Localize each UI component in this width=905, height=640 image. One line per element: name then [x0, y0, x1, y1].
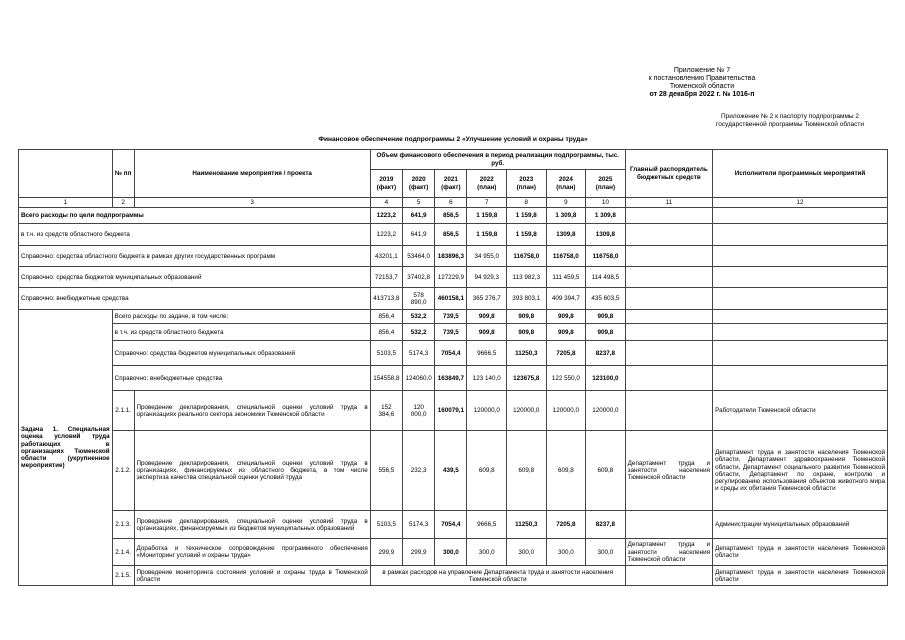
col-number: 11	[625, 198, 712, 208]
value-cell: 909,8	[546, 310, 586, 324]
summary-row	[19, 288, 888, 310]
summary-row	[19, 224, 888, 246]
executor-cell	[713, 366, 888, 391]
value-cell: 152 384,6	[370, 391, 402, 431]
col-2024-header: 2024 (план)	[546, 170, 586, 198]
item-label: Проведение декларирования, специальной оценки условий труда в организациях реального сектора экономики Тюменской области	[134, 391, 370, 431]
value-cell: 1 159,8	[467, 208, 507, 224]
value-cell: 124060,0	[402, 366, 434, 391]
header-row-1	[19, 150, 888, 170]
value-cell: 909,8	[586, 310, 626, 324]
value-cell: 739,5	[435, 310, 467, 324]
value-cell: 72153,7	[370, 267, 402, 288]
value-cell: 909,8	[467, 310, 507, 324]
manager-cell	[625, 391, 712, 431]
executor-cell: Департамент труда и занятости населения Тюменской области	[713, 539, 888, 566]
col-number: 5	[402, 198, 434, 208]
value-cell: 909,8	[507, 324, 547, 341]
header-line-4: от 28 декабря 2022 г. № 1016-п	[649, 91, 755, 98]
task-subtotal-row	[19, 341, 888, 366]
value-cell: 163849,7	[435, 366, 467, 391]
subtotal-label: Справочно: внебюджетные средства	[112, 366, 370, 391]
value-cell: 909,8	[586, 324, 626, 341]
value-cell: 409 394,7	[546, 288, 586, 310]
col-2025-header: 2025 (план)	[586, 170, 626, 198]
value-cell: 116758,0	[586, 246, 626, 267]
value-cell: 8237,8	[586, 511, 626, 539]
col-name-header: Наименование мероприятия / проекта	[134, 150, 370, 198]
note-line-1: Приложение № 2 к паспорту подпрограммы 2	[720, 113, 860, 120]
value-cell: 856,5	[435, 208, 467, 224]
summary-label: в т.ч. из средств областного бюджета	[19, 224, 371, 246]
value-cell: 120000,0	[467, 391, 507, 431]
value-cell: 120 000,0	[402, 391, 434, 431]
value-cell: 856,4	[370, 310, 402, 324]
merged-note: в рамках расходов на управление Департамента труда и занятости населения Тюменской области	[370, 566, 625, 586]
value-cell: 160079,1	[435, 391, 467, 431]
task-label: Задача 1. Специальная оценка условий труда работающих в организациях Тюменской области (укрупненное мероприятие)	[19, 310, 113, 586]
item-row	[19, 431, 888, 511]
executor-cell	[713, 324, 888, 341]
value-cell: 116758,0	[507, 246, 547, 267]
value-cell: 856,5	[435, 224, 467, 246]
value-cell: 123100,0	[586, 366, 626, 391]
manager-cell	[625, 511, 712, 539]
summary-label: Справочно: средства бюджетов муниципальных образований	[19, 267, 371, 288]
value-cell: 9666,5	[467, 511, 507, 539]
manager-cell	[625, 246, 712, 267]
value-cell: 7054,4	[435, 511, 467, 539]
value-cell: 1309,8	[546, 224, 586, 246]
value-cell: 609,8	[546, 431, 586, 511]
item-row	[19, 566, 888, 586]
value-cell: 609,8	[586, 431, 626, 511]
item-number: 2.1.1.	[112, 391, 134, 431]
col-2023-header: 2023 (план)	[507, 170, 547, 198]
column-number-row	[19, 198, 888, 208]
subtotal-label: Всего расходы по задаче, в том числе:	[112, 310, 370, 324]
value-cell: 5103,5	[370, 511, 402, 539]
value-cell: 1 309,8	[546, 208, 586, 224]
summary-row	[19, 246, 888, 267]
value-cell: 94 929,3	[467, 267, 507, 288]
value-cell: 7205,8	[546, 511, 586, 539]
value-cell: 127229,9	[435, 267, 467, 288]
value-cell: 1309,8	[586, 224, 626, 246]
value-cell: 909,8	[467, 324, 507, 341]
item-label: Проведение декларирования, специальной оценки условий труда в организациях, финансируемых из областного бюджета, в том числе экспертиза качества специальной оценки условий труда	[134, 431, 370, 511]
value-cell: 34 955,0	[467, 246, 507, 267]
value-cell: 7205,8	[546, 341, 586, 366]
value-cell: 5174,3	[402, 341, 434, 366]
manager-cell	[625, 224, 712, 246]
value-cell: 116758,0	[546, 246, 586, 267]
executor-cell	[713, 288, 888, 310]
col-number: 2	[112, 198, 134, 208]
value-cell: 5103,5	[370, 341, 402, 366]
value-cell: 641,9	[402, 208, 434, 224]
value-cell: 11250,3	[507, 511, 547, 539]
manager-cell	[625, 366, 712, 391]
header-blank	[19, 150, 113, 198]
value-cell: 532,2	[402, 310, 434, 324]
col-volume-header: Объем финансового обеспечения в период реализации подпрограммы, тыс. руб.	[370, 150, 625, 170]
value-cell: 300,0	[467, 539, 507, 566]
subtotal-label: в т.ч. из средств областного бюджета	[112, 324, 370, 341]
col-number: 4	[370, 198, 402, 208]
value-cell: 532,2	[402, 324, 434, 341]
executor-cell: Администрации муниципальных образований	[713, 511, 888, 539]
value-cell: 120000,0	[507, 391, 547, 431]
note-line-2: государственной программы Тюменской области	[715, 120, 865, 128]
summary-label: Всего расходы по цели подпрограммы	[19, 208, 371, 224]
manager-cell	[625, 288, 712, 310]
executor-cell	[713, 224, 888, 246]
value-cell: 11250,3	[507, 341, 547, 366]
value-cell: 8237,8	[586, 341, 626, 366]
executor-cell	[713, 310, 888, 324]
table-title: Финансовое обеспечение подпрограммы 2 «Улучшение условий и охраны труда»	[318, 136, 588, 143]
value-cell: 9666,5	[467, 341, 507, 366]
task-subtotal-row	[19, 366, 888, 391]
value-cell: 300,0	[546, 539, 586, 566]
manager-cell: Департамент труда и занятости населения Тюменской области	[625, 539, 712, 566]
manager-cell	[625, 310, 712, 324]
item-label: Проведение декларирования, специальной оценки условий труда в организациях, финансируемых из бюджетов муниципальных образований	[134, 511, 370, 539]
item-label: Проведение мониторинга состояния условий и охраны труда в Тюменской области	[134, 566, 370, 586]
manager-cell	[625, 324, 712, 341]
col-num-header: № пп	[112, 150, 134, 198]
value-cell: 43201,1	[370, 246, 402, 267]
value-cell: 5174,3	[402, 511, 434, 539]
value-cell: 120000,0	[546, 391, 586, 431]
task-subtotal-row	[19, 310, 888, 324]
col-number: 1	[19, 198, 113, 208]
value-cell: 909,8	[507, 310, 547, 324]
summary-row	[19, 267, 888, 288]
value-cell: 299,9	[402, 539, 434, 566]
col-number: 3	[134, 198, 370, 208]
value-cell: 609,8	[507, 431, 547, 511]
item-row	[19, 511, 888, 539]
header-line-3: Тюменской области	[669, 83, 735, 90]
executor-cell	[713, 267, 888, 288]
value-cell: 435 603,5	[586, 288, 626, 310]
value-cell: 37402,8	[402, 267, 434, 288]
value-cell: 1 309,8	[586, 208, 626, 224]
subtotal-label: Справочно: средства бюджетов муниципальных образований	[112, 341, 370, 366]
col-number: 8	[507, 198, 547, 208]
col-number: 6	[435, 198, 467, 208]
item-number: 2.1.3.	[112, 511, 134, 539]
executor-cell: Департамент труда и занятости населения Тюменской области	[713, 566, 888, 586]
value-cell: 739,5	[435, 324, 467, 341]
col-2020-header: 2020 (факт)	[402, 170, 434, 198]
value-cell: 909,8	[546, 324, 586, 341]
header-line-2: к постановлению Правительства	[648, 75, 756, 82]
value-cell: 299,9	[370, 539, 402, 566]
value-cell: 122 550,0	[546, 366, 586, 391]
manager-cell	[625, 208, 712, 224]
value-cell: 609,8	[467, 431, 507, 511]
manager-cell: Департамент труда и занятости населения Тюменской области	[625, 431, 712, 511]
task-subtotal-row	[19, 324, 888, 341]
value-cell: 154558,8	[370, 366, 402, 391]
value-cell: 120000,0	[586, 391, 626, 431]
value-cell: 113 982,3	[507, 267, 547, 288]
item-number: 2.1.2.	[112, 431, 134, 511]
executor-cell	[713, 246, 888, 267]
value-cell: 460158,1	[435, 288, 467, 310]
col-2019-header: 2019 (факт)	[370, 170, 402, 198]
document-header	[602, 67, 802, 99]
value-cell: 393 803,1	[507, 288, 547, 310]
col-number: 9	[546, 198, 586, 208]
value-cell: 365 276,7	[467, 288, 507, 310]
item-row	[19, 391, 888, 431]
manager-cell	[625, 341, 712, 366]
col-executors-header: Исполнители программных мероприятий	[713, 150, 888, 198]
value-cell: 556,5	[370, 431, 402, 511]
value-cell: 7054,4	[435, 341, 467, 366]
value-cell: 232,3	[402, 431, 434, 511]
header-line-1: Приложение № 7	[673, 67, 731, 74]
summary-label: Справочно: средства областного бюджета в рамках других государственных программ	[19, 246, 371, 267]
value-cell: 1 159,8	[467, 224, 507, 246]
value-cell: 856,4	[370, 324, 402, 341]
value-cell: 439,5	[435, 431, 467, 511]
value-cell: 1 159,8	[507, 224, 547, 246]
value-cell: 111 459,5	[546, 267, 586, 288]
value-cell: 1223,2	[370, 208, 402, 224]
value-cell: 123 140,0	[467, 366, 507, 391]
item-number: 2.1.5.	[112, 566, 134, 586]
executor-cell	[713, 208, 888, 224]
col-2022-header: 2022 (план)	[467, 170, 507, 198]
value-cell: 413713,8	[370, 288, 402, 310]
col-number: 10	[586, 198, 626, 208]
item-label: Доработка и техническое сопровождение программного обеспечения «Мониторинг условий и охраны труда»	[134, 539, 370, 566]
item-number: 2.1.4.	[112, 539, 134, 566]
col-number: 7	[467, 198, 507, 208]
value-cell: 1 159,8	[507, 208, 547, 224]
executor-cell: Департамент труда и занятости населения Тюменской области, Департамент здравоохранения Тюменской области, Департамент социального развития Тюменской области, Департамент по охране, контролю и регулированию использования объектов животного мира и среды их обитания Тюменской области	[713, 431, 888, 511]
value-cell: 123675,8	[507, 366, 547, 391]
value-cell: 300,0	[586, 539, 626, 566]
manager-cell	[625, 267, 712, 288]
value-cell: 578 890,0	[402, 288, 434, 310]
finance-table	[18, 149, 888, 586]
value-cell: 1223,2	[370, 224, 402, 246]
executor-cell: Работодатели Тюменской области	[713, 391, 888, 431]
passport-note	[680, 113, 900, 128]
summary-label: Справочно: внебюджетные средства	[19, 288, 371, 310]
value-cell: 114 498,5	[586, 267, 626, 288]
manager-cell	[625, 566, 712, 586]
value-cell: 300,0	[435, 539, 467, 566]
col-2021-header: 2021 (факт)	[435, 170, 467, 198]
item-row	[19, 539, 888, 566]
col-number: 12	[713, 198, 888, 208]
value-cell: 300,0	[507, 539, 547, 566]
executor-cell	[713, 341, 888, 366]
value-cell: 53464,0	[402, 246, 434, 267]
summary-row	[19, 208, 888, 224]
col-manager-header: Главный распорядитель бюджетных средств	[625, 150, 712, 198]
value-cell: 183896,3	[435, 246, 467, 267]
value-cell: 641,9	[402, 224, 434, 246]
